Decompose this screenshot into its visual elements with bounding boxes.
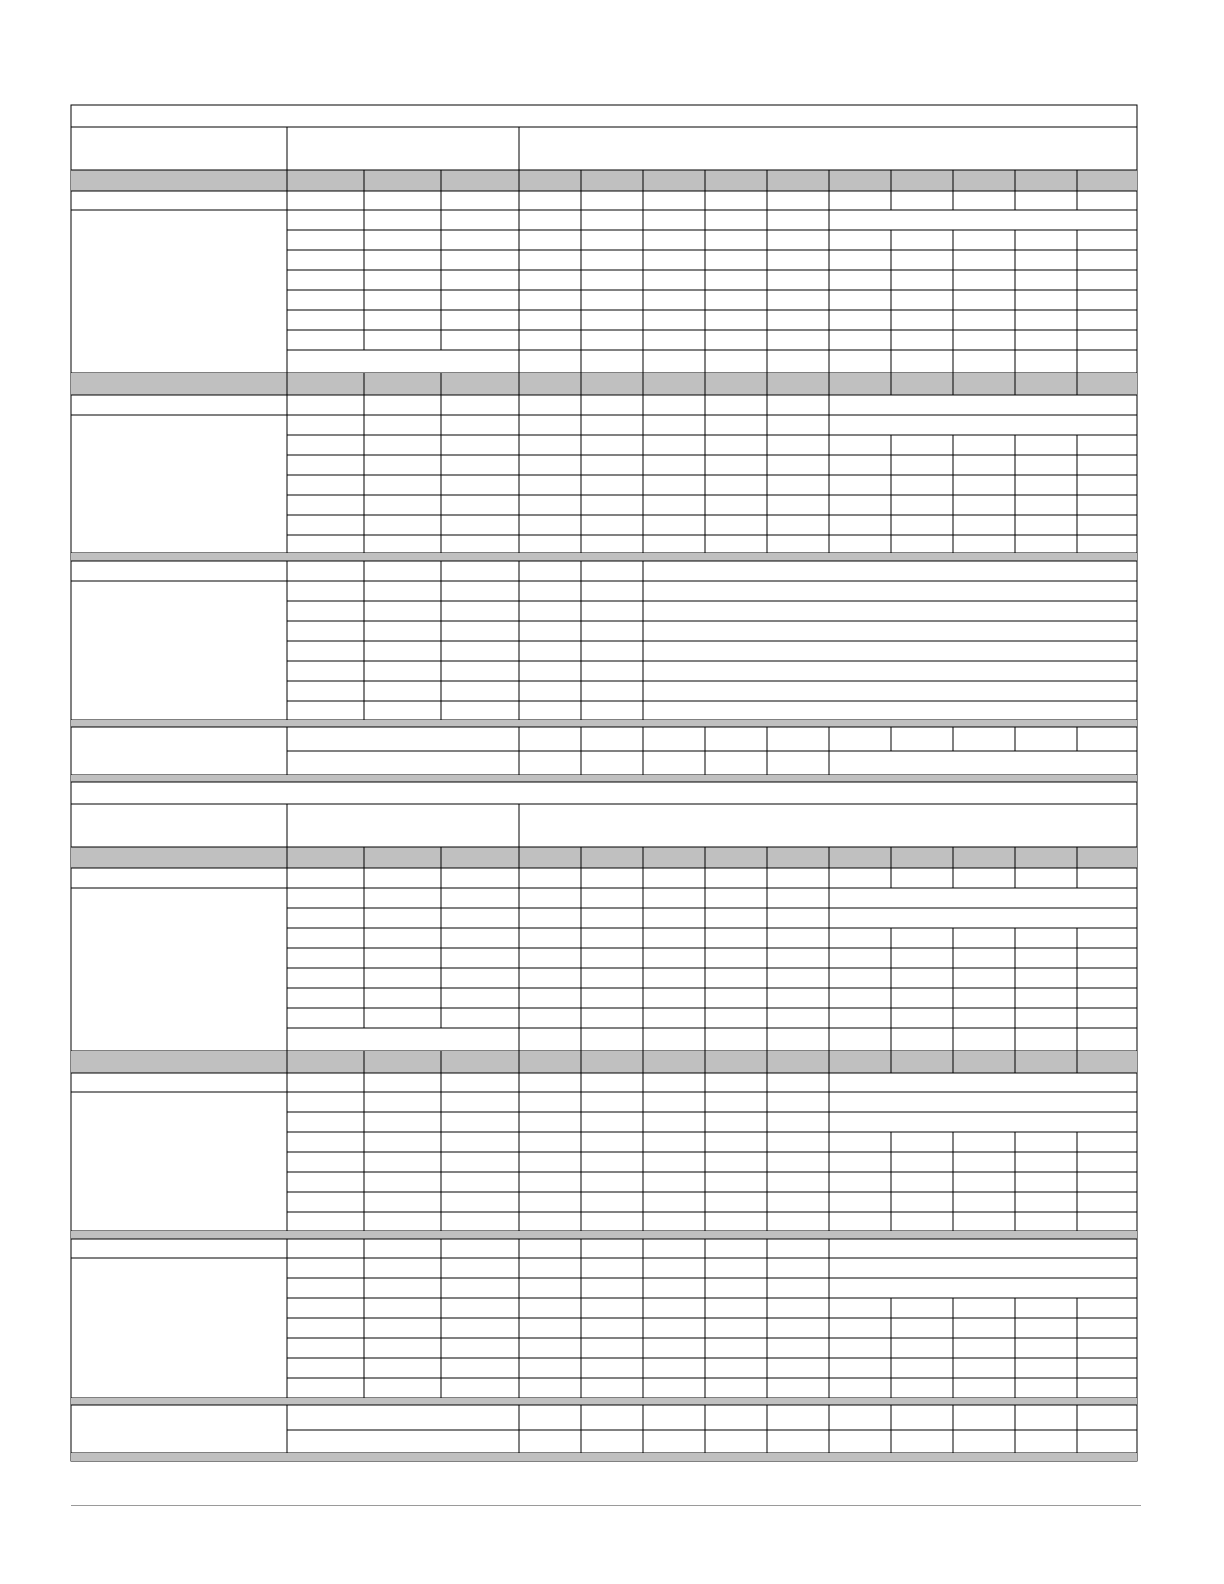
footer-rule [71,1505,1141,1506]
shaded-band [71,847,1137,868]
shaded-band [71,1398,1137,1405]
shaded-band [71,775,1137,782]
shaded-band [71,720,1137,727]
shaded-band [71,1051,1137,1073]
shaded-band [71,373,1137,395]
shaded-band [71,553,1137,561]
shaded-band [71,170,1137,191]
shaded-band [71,1231,1137,1239]
shaded-band [71,1453,1137,1461]
